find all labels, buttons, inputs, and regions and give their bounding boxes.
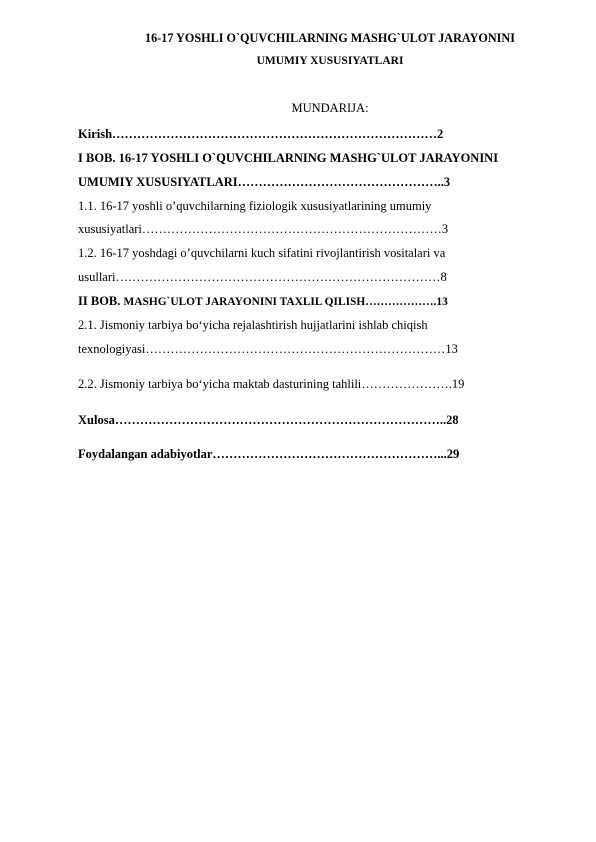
toc-entry-1-1-line-2: xususiyatlari………………………………………………………………3 [78, 222, 449, 236]
toc-entry-1-1-line-1: 1.1. 16-17 yoshli o’quvchilarning fiziologik xususiyatlarining umumiy [78, 199, 432, 213]
toc-heading: MUNDARIJA: [291, 101, 369, 115]
document-title-line-2: UMUMIY XUSUSIYATLARI [256, 55, 404, 67]
toc-entry-chapter-2 [78, 291, 448, 312]
toc-entry-chapter-2-prefix: II BOB. [78, 294, 124, 308]
toc-entry-2-1-line-1: 2.1. Jismoniy tarbiya bo‘yicha rejalashtirish hujjatlarini ishlab chiqish [78, 318, 428, 332]
toc-entry-references: Foydalangan adabiyotlar………………………………………………...29 [78, 447, 460, 461]
toc-entry-2-1-line-2: texnologiyasi………………………………………………………………13 [78, 342, 458, 356]
document-title-line-1: 16-17 YOSHLI O`QUVCHILARNING MASHG`ULOT JARAYONINI [145, 31, 515, 45]
toc-entry-1-2-line-1: 1.2. 16-17 yoshdagi o’quvchilarni kuch sifatini rivojlantirish vositalari va [78, 246, 446, 260]
toc-entry-1-2-line-2: usullari……………………………………………………………………8 [78, 270, 447, 284]
toc-entry-chapter-2-title: MASHG`ULOT JARAYONINI TAXLIL QILISH……………….13 [123, 296, 448, 308]
toc-entry-chapter-1-line-2: UMUMIY XUSUSIYATLARI…………………………………………..3 [78, 175, 451, 189]
toc-entry-conclusion: Xulosa……………………………………………………………………..28 [78, 413, 459, 427]
toc-entry-intro: Kirish……………………………………………………………………2 [78, 127, 444, 141]
toc-entry-2-2: 2.2. Jismoniy tarbiya bo‘yicha maktab dasturining tahlili………………….19 [78, 377, 465, 391]
toc-entry-chapter-1-line-1: I BOB. 16-17 YOSHLI O`QUVCHILARNING MASHG`ULOT JARAYONINI [78, 151, 499, 165]
